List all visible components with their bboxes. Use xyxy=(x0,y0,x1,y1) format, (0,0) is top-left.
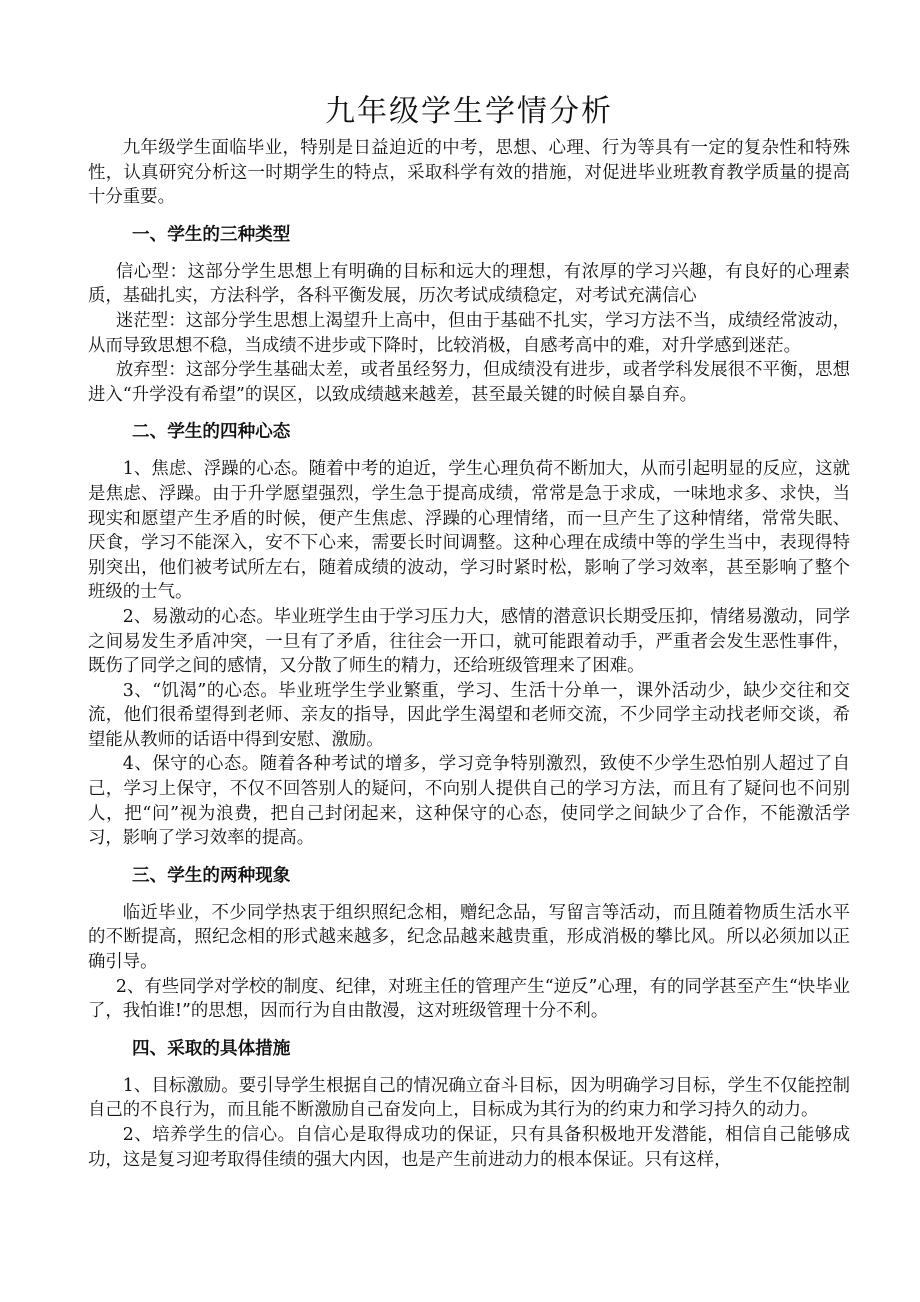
paragraph-conservative: 4、保守的心态。随着各种考试的增多，学习竞争特别激烈，致使不少学生恐怕别人超过了自己，学习上保守，不仅不回答别人的疑问，不向别人提供自己的学习方法，而且有了疑问也不问别人，把“问”视为浪费，把自己封闭起来，这种保守的心态，使同学之间缺少了合作，不能激活学习，影响了学习效率的提高。 xyxy=(88,754,850,849)
paragraph-goal-motivation: 1、目标激励。要引导学生根据自己的情况确立奋斗目标，因为明确学习目标，学生不仅能控制自己的不良行为，而且能不断激励自己奋发向上，目标成为其行为的约束力和学习持久的动力。 xyxy=(88,1075,850,1121)
section-heading-phenomena: 三、学生的两种现象 xyxy=(132,865,291,886)
section-heading-mentalities: 二、学生的四种心态 xyxy=(132,422,291,443)
paragraph-confused-type: 迷茫型：这部分学生思想上渴望升上高中，但由于基础不扎实，学习方法不当，成绩经常波动，从而导致思想不稳，当成绩不进步或下降时，比较消极，自感考高中的难，对升学感到迷茫。 xyxy=(88,310,850,356)
document-page xyxy=(88,88,850,1172)
paragraph-souvenir: 临近毕业，不少同学热衷于组织照纪念相，赠纪念品，写留言等活动，而且随着物质生活水平的不断提高，照纪念相的形式越来越多，纪念品越来越贵重，形成消极的攀比风。所以必须加以正确引导。 xyxy=(88,902,850,973)
paragraph-confident-type: 信心型：这部分学生思想上有明确的目标和远大的理想，有浓厚的学习兴趣，有良好的心理素质，基础扎实，方法科学，各科平衡发展，历次考试成绩稳定，对考试充满信心 xyxy=(88,261,850,307)
paragraph-confidence: 2、培养学生的信心。自信心是取得成功的保证，只有具备积极地开发潜能，相信自己能够成功，这是复习迎考取得佳绩的强大内因，也是产生前进动力的根本保证。只有这样， xyxy=(88,1125,850,1170)
paragraph-anxious: 1、焦虑、浮躁的心态。随着中考的迫近，学生心理负荷不断加大，从而引起明显的反应，这就是焦虑、浮躁。由于升学愿望强烈，学生急于提高成绩，常常是急于求成，一味地求多、求快，当现实和愿望产生矛盾的时候，便产生焦虑、浮躁的心理情绪，而一旦产生了这种情绪，常常失眠、厌食，学习不能深入，安不下心来，需要长时间调整。这种心理在成绩中等的学生当中，表现得特别突出，他们被考试所左右，随着成绩的波动，学习时紧时松，影响了学习效率，甚至影响了整个班级的士气。 xyxy=(88,459,850,603)
paragraph-thirsty: 3、“饥渴”的心态。毕业班学生学业繁重，学习、生活十分单一，课外活动少，缺少交往和交流，他们很希望得到老师、亲友的指导，因此学生渴望和老师交流，不少同学主动找老师交谈，希望能从教师的话语中得到安慰、激励。 xyxy=(88,680,850,750)
paragraph-giveup-type: 放弃型：这部分学生基础太差，或者虽经努力，但成绩没有进步，或者学科发展很不平衡，思想进入“升学没有希望”的误区，以致成绩越来越差，甚至最关键的时候自暴自弃。 xyxy=(88,360,850,405)
paragraph-rebellious: 2、有些同学对学校的制度、纪律，对班主任的管理产生“逆反”心理，有的同学甚至产生“快毕业了，我怕谁!”的思想，因而行为自由散漫，这对班级管理十分不利。 xyxy=(88,976,850,1022)
paragraph-excitable: 2、易激动的心态。毕业班学生由于学习压力大，感情的潜意识长期受压抑，情绪易激动，同学之间易发生矛盾冲突，一旦有了矛盾，往往会一开口，就可能跟着动手，严重者会发生恶性事件，既伤了同学之间的感情，又分散了师生的精力，还给班级管理来了困难。 xyxy=(88,606,850,677)
section-heading-measures: 四、采取的具体措施 xyxy=(132,1038,291,1059)
intro-paragraph: 九年级学生面临毕业，特别是日益迫近的中考，思想、心理、行为等具有一定的复杂性和特殊性，认真研究分析这一时期学生的特点，采取科学有效的措施，对促进毕业班教育教学质量的提高十分重要。 xyxy=(88,138,850,208)
document-title: 九年级学生学情分析 xyxy=(325,94,613,129)
section-heading-types: 一、学生的三种类型 xyxy=(132,224,291,245)
